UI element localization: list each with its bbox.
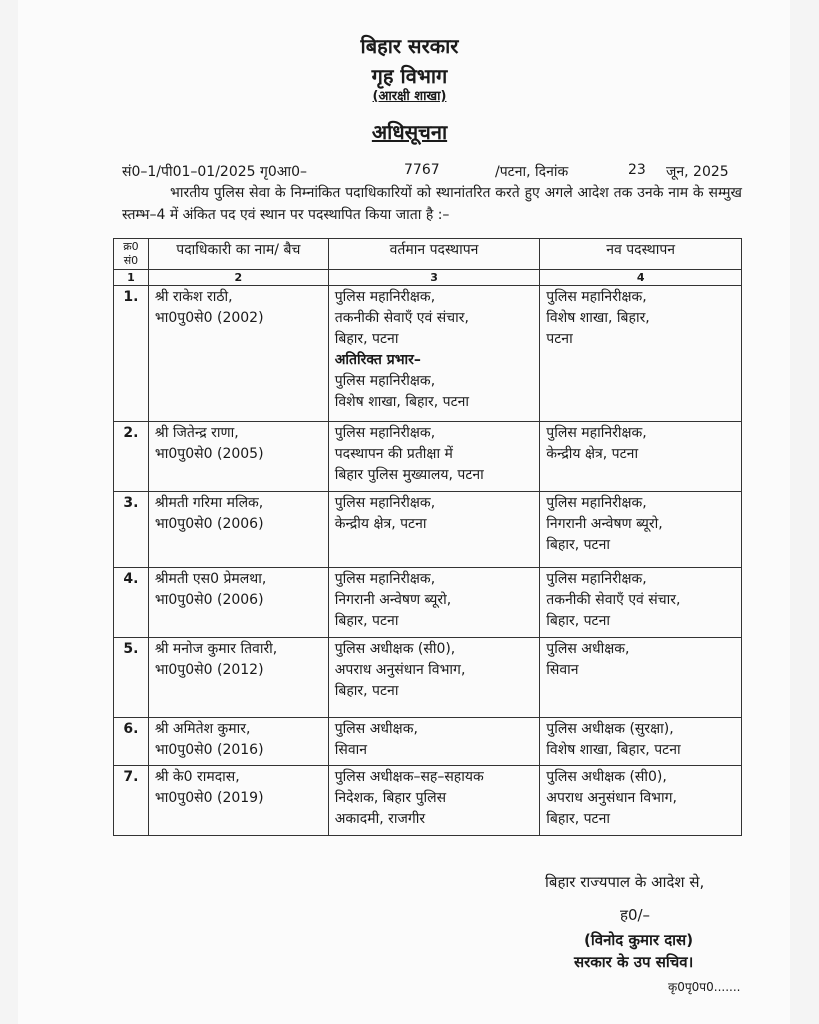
current-posting-cell [328,492,540,568]
officer-name-cell [148,422,328,492]
officer-name-cell-line: भा0पु0से0 (2006) [154,516,264,532]
col-number: 1 [114,270,149,286]
governor-order: बिहार राज्यपाल के आदेश से, [545,873,705,891]
current-posting-cell-line: पुलिस महानिरीक्षक, [334,495,436,511]
col-header-serial: क्र0 सं0 [114,239,149,270]
govt-name: बिहार सरकार [360,34,459,58]
new-posting-cell-line: पुलिस अधीक्षक (सुरक्षा), [546,721,674,737]
officer-name-cell-line: भा0पु0से0 (2019) [154,790,264,806]
table-header-row [114,239,742,270]
notification-title: अधिसूचना [371,120,448,144]
signatory-designation: सरकार के उप सचिव। [574,953,694,971]
current-posting-cell-line: बिहार, पटना [334,683,399,699]
table-row [114,766,742,836]
current-posting-cell-line: पुलिस अधीक्षक, [334,721,418,737]
posting-table [113,238,742,836]
officer-name-cell-line: श्री राकेश राठी, [154,289,233,305]
serial-cell: 4. [114,568,149,638]
new-posting-cell-line: पुलिस अधीक्षक (सी0), [546,769,667,785]
new-posting-cell [540,492,742,568]
current-posting-cell-line: अकादमी, राजगीर [334,811,426,827]
table-row [114,492,742,568]
serial-cell: 2. [114,422,149,492]
serial-cell: 6. [114,718,149,766]
current-posting-cell-line: तकनीकी सेवाएँ एवं संचार, [334,310,469,326]
current-posting-cell-line: अपराध अनुसंधान विभाग, [334,662,466,678]
new-posting-cell [540,766,742,836]
officer-name-cell [148,718,328,766]
new-posting-cell [540,286,742,422]
new-posting-cell-line: केन्द्रीय क्षेत्र, पटना [546,446,639,462]
additional-charge-line: विशेष शाखा, बिहार, पटना [334,394,470,410]
officer-name-cell-line: भा0पु0से0 (2012) [154,662,264,678]
current-posting-cell-line: पुलिस महानिरीक्षक, [334,571,436,587]
current-posting-cell-line: निगरानी अन्वेषण ब्यूरो, [334,592,452,608]
new-posting-cell-line: पुलिस महानिरीक्षक, [546,571,647,587]
new-posting-cell-line: पुलिस महानिरीक्षक, [546,495,647,511]
new-posting-cell-line: अपराध अनुसंधान विभाग, [546,790,677,806]
serial-cell: 5. [114,638,149,718]
date-month-year: जून, 2025 [666,164,729,180]
officer-name-cell-line: भा0पु0से0 (2016) [154,742,264,758]
current-posting-cell [328,638,540,718]
officer-name-cell-line: श्री अमितेश कुमार, [154,721,251,737]
current-posting-cell [328,766,540,836]
table-row [114,638,742,718]
officer-name-cell-line: भा0पु0से0 (2002) [154,310,264,326]
current-posting-cell-line: बिहार, पटना [334,613,399,629]
new-posting-cell [540,638,742,718]
new-posting-cell-line: पटना [546,331,573,347]
officer-name-cell [148,568,328,638]
new-posting-cell-line: पुलिस महानिरीक्षक, [546,425,647,441]
col-header-new: नव पदस्थापन [540,239,742,270]
additional-charge-line: पुलिस महानिरीक्षक, [334,373,436,389]
table-row [114,568,742,638]
officer-name-cell [148,286,328,422]
col-header-current: वर्तमान पदस्थापन [328,239,540,270]
officer-name-cell-line: श्रीमती गरिमा मलिक, [154,495,264,511]
officer-name-cell-line: श्री जितेन्द्र राणा, [154,425,239,441]
officer-name-cell-line: भा0पु0से0 (2006) [154,592,264,608]
current-posting-cell [328,718,540,766]
current-posting-cell-line: बिहार, पटना [334,331,399,347]
current-posting-cell [328,568,540,638]
current-posting-cell-line: बिहार पुलिस मुख्यालय, पटना [334,467,484,483]
current-posting-cell [328,422,540,492]
additional-charge-label: अतिरिक्त प्रभार– [334,352,421,368]
new-posting-cell-line: पुलिस अधीक्षक, [546,641,630,657]
column-number-row [114,270,742,286]
new-posting-cell-line: विशेष शाखा, बिहार, पटना [546,742,681,758]
col-number: 3 [328,270,540,286]
new-posting-cell-line: निगरानी अन्वेषण ब्यूरो, [546,516,663,532]
table-row [114,422,742,492]
signed-mark: ह0/– [620,906,651,924]
current-posting-cell-line: पुलिस महानिरीक्षक, [334,425,436,441]
serial-cell: 1. [114,286,149,422]
branch-name: (आरक्षी शाखा) [372,89,447,104]
current-posting-cell-line: पुलिस महानिरीक्षक, [334,289,436,305]
officer-name-cell [148,766,328,836]
table-row [114,286,742,422]
officer-name-cell [148,638,328,718]
new-posting-cell [540,718,742,766]
date-day: 23 [628,162,646,178]
officer-name-cell-line: श्रीमती एस0 प्रेमलथा, [154,571,267,587]
new-posting-cell [540,422,742,492]
please-turn-over: कृ0पृ0प0....... [668,980,741,994]
serial-cell: 7. [114,766,149,836]
current-posting-cell-line: पुलिस अधीक्षक–सह–सहायक [334,769,484,785]
new-posting-cell-line: विशेष शाखा, बिहार, [546,310,650,326]
col-header-name: पदाधिकारी का नाम/ बैच [148,239,328,270]
col-number: 4 [540,270,742,286]
new-posting-cell-line: सिवान [546,662,579,678]
place-date-label: /पटना, दिनांक [495,164,569,180]
officer-name-cell-line: श्री के0 रामदास, [154,769,240,785]
officer-name-cell-line: भा0पु0से0 (2005) [154,446,264,462]
intro-paragraph: भारतीय पुलिस सेवा के निम्नांकित पदाधिकारियों को स्थानांतरित करते हुए अगले आदेश तक उनके नाम के सम्मुख स्तम्भ–4 में अंकित पद एवं स्थान पर पदस्थापित किया जाता है :– [122,185,742,223]
current-posting-cell-line: पदस्थापन की प्रतीक्षा में [334,446,453,462]
officer-name-cell-line: श्री मनोज कुमार तिवारी, [154,641,278,657]
col-number: 2 [148,270,328,286]
current-posting-cell-line: केन्द्रीय क्षेत्र, पटना [334,516,427,532]
new-posting-cell-line: पुलिस महानिरीक्षक, [546,289,647,305]
new-posting-cell-line: बिहार, पटना [546,811,611,827]
signatory-name: (विनोद कुमार दास) [584,931,694,949]
current-posting-cell [328,286,540,422]
serial-number: 7767 [404,162,440,178]
new-posting-cell-line: तकनीकी सेवाएँ एवं संचार, [546,592,681,608]
new-posting-cell-line: बिहार, पटना [546,613,611,629]
current-posting-cell-line: सिवान [334,742,368,758]
serial-cell: 3. [114,492,149,568]
current-posting-cell-line: निदेशक, बिहार पुलिस [334,790,447,806]
memo-number: सं0–1/पी01–01/2025 गृ0आ0– [122,164,308,180]
new-posting-cell [540,568,742,638]
officer-name-cell [148,492,328,568]
table-row [114,718,742,766]
department-name: गृह विभाग [371,64,448,88]
new-posting-cell-line: बिहार, पटना [546,537,611,553]
current-posting-cell-line: पुलिस अधीक्षक (सी0), [334,641,456,657]
